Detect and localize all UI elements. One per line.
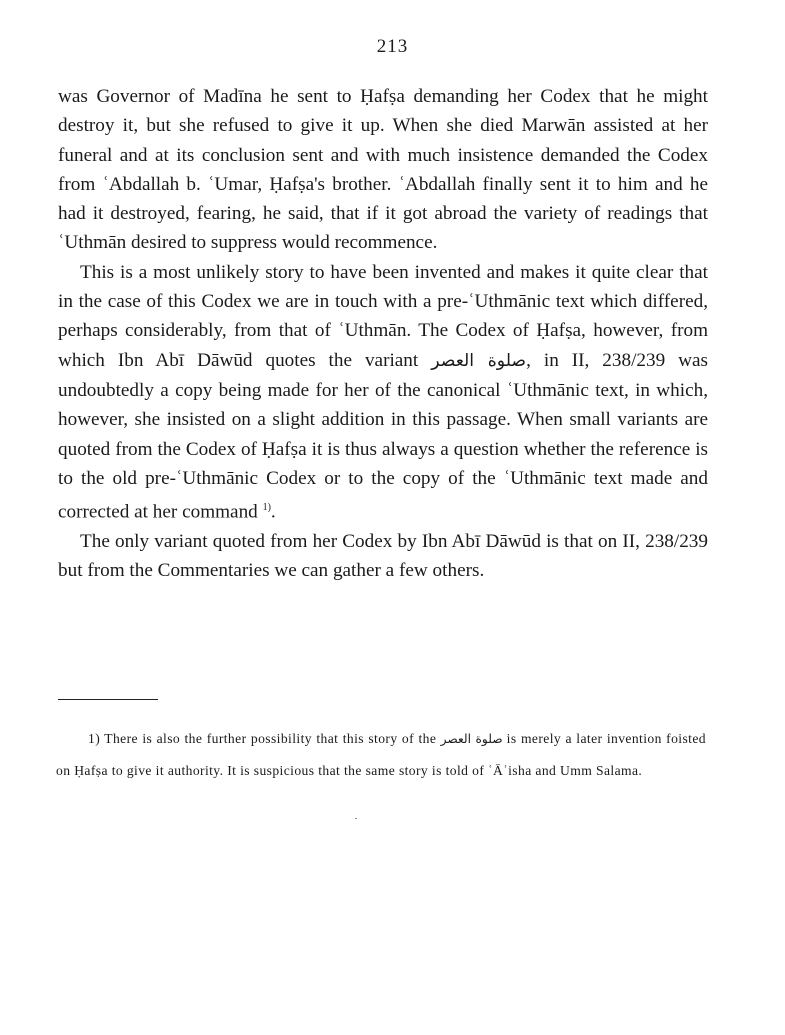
paragraph-2 — [58, 258, 708, 527]
footnote-text-b: is merely a later invention foisted on Ḥafṣa to give it authority. It is suspicious that the same story is told of ʿĀʾisha and Umm Salama. — [56, 731, 706, 778]
arabic-variant-phrase: صلوة العصر — [431, 350, 527, 371]
paragraph-2-text-c: . — [270, 501, 276, 523]
footnote-marker: 1) — [88, 731, 101, 746]
footnotes — [56, 723, 706, 786]
paragraph-3 — [58, 527, 708, 586]
paragraph-2-text-b: , in II, 238/239 was undoubtedly a copy being made for her of the canonical ʿUthmānic text, in which, however, she insisted on a slight addition in this passage. When small variants are quoted from the Codex of Ḥafṣa it is thus always a question whether the reference is to the old pre-ʿUthmānic Codex or to the copy of the ʿUthmānic text made and corrected at her command — [58, 349, 708, 523]
page-number: 213 — [376, 36, 409, 57]
footnote-reference[interactable]: 1) — [262, 502, 271, 514]
paragraph-3-text: The only variant quoted from her Codex by Ibn Abī Dāwūd is that on II, 238/239 but from the Commentaries we can gather a few others. — [58, 530, 708, 582]
scan-speck — [355, 818, 357, 819]
footnote-text-a: There is also the further possibility that this story of the — [100, 731, 441, 746]
paragraph-1 — [58, 82, 708, 258]
paragraph-2-text-a: This is a most unlikely story to have been invented and makes it quite clear that in the case of this Codex we are in touch with a pre-ʿUthmānic text which differed, perhaps considerably, from that of ʿUthmān. The Codex of Ḥafṣa, however, from which Ibn Abī Dāwūd quotes the variant — [58, 261, 708, 371]
paragraph-1-text: was Governor of Madīna he sent to Ḥafṣa demanding her Codex that he might destroy it, but she refused to give it up. When she died Marwān assisted at her funeral and at its conclusion sent and with much insistence demanded the Codex from ʿAbdallah b. ʿUmar, Ḥafṣa's brother. ʿAbdallah finally sent it to him and he had it destroyed, fearing, he said, that if it got abroad the variety of readings that ʿUthmān desired to suppress would recommence. — [58, 86, 708, 254]
body-text — [58, 82, 708, 585]
footnote-arabic-phrase: صلوة العصر — [440, 732, 503, 746]
footnote-1 — [56, 723, 706, 786]
footnote-divider — [58, 699, 158, 700]
